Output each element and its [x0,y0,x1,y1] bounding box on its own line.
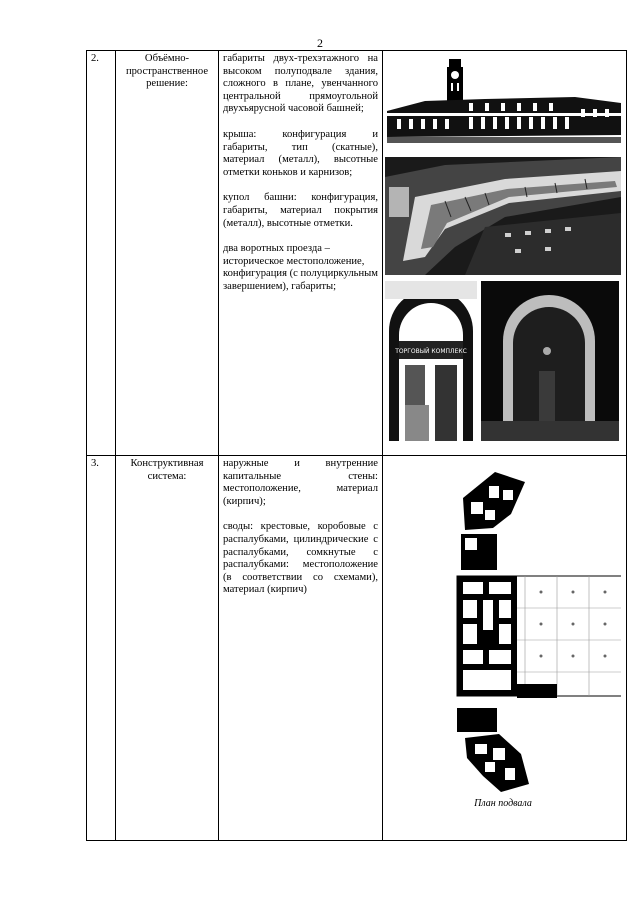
table-row [87,456,627,841]
gate-sign-text: ТОРГОВЫЙ КОМПЛЕКС [395,348,467,355]
row-number: 3. [87,456,116,841]
description-paragraph: своды: крестовые, коробовые с распалубками, цилиндрические с распалубками, сомкнутые с распалубками: местоположение (в соответствии со схемами), материал (кирпич) [223,521,378,596]
floor-plan-cell [383,456,627,841]
row-description [219,51,383,456]
row-number: 2. [87,51,116,456]
description-paragraph: два воротных проезда – историческое местоположение, конфигурация (с полуциркульным завершением), габариты; [223,243,378,292]
aerial-photo [385,157,621,275]
plan-caption: План подвала [474,798,532,808]
description-paragraph: купол башни: конфигурация, габариты, материал покрытия (металл), высотные отметки. [223,192,378,229]
row-title: Объёмно-пространственное решение: [116,51,219,456]
object-description-table [86,50,627,841]
row-title: Конструктивная система: [116,456,219,841]
description-paragraph: габариты двух-трехэтажного на высоком полуподвале здания, сложного в плане, увенчанного центральной прямоугольной двухъярусной часовой башней; [223,53,378,115]
illustrations-cell [383,51,627,456]
gate-interior-photo [481,281,619,441]
gate-arch-photo [385,281,477,441]
basement-plan-drawing [385,458,621,808]
description-paragraph: наружные и внутренние капитальные стены: местоположение, материал (кирпич); [223,458,378,507]
description-paragraph: крыша: конфигурация и габариты, тип (скатные), материал (металл), высотные отметки коньков и карнизов; [223,128,378,178]
row-description [219,456,383,841]
page-number: 2 [317,36,323,50]
gate-photos [385,281,624,441]
table-row [87,51,627,456]
facade-photo [385,53,621,153]
